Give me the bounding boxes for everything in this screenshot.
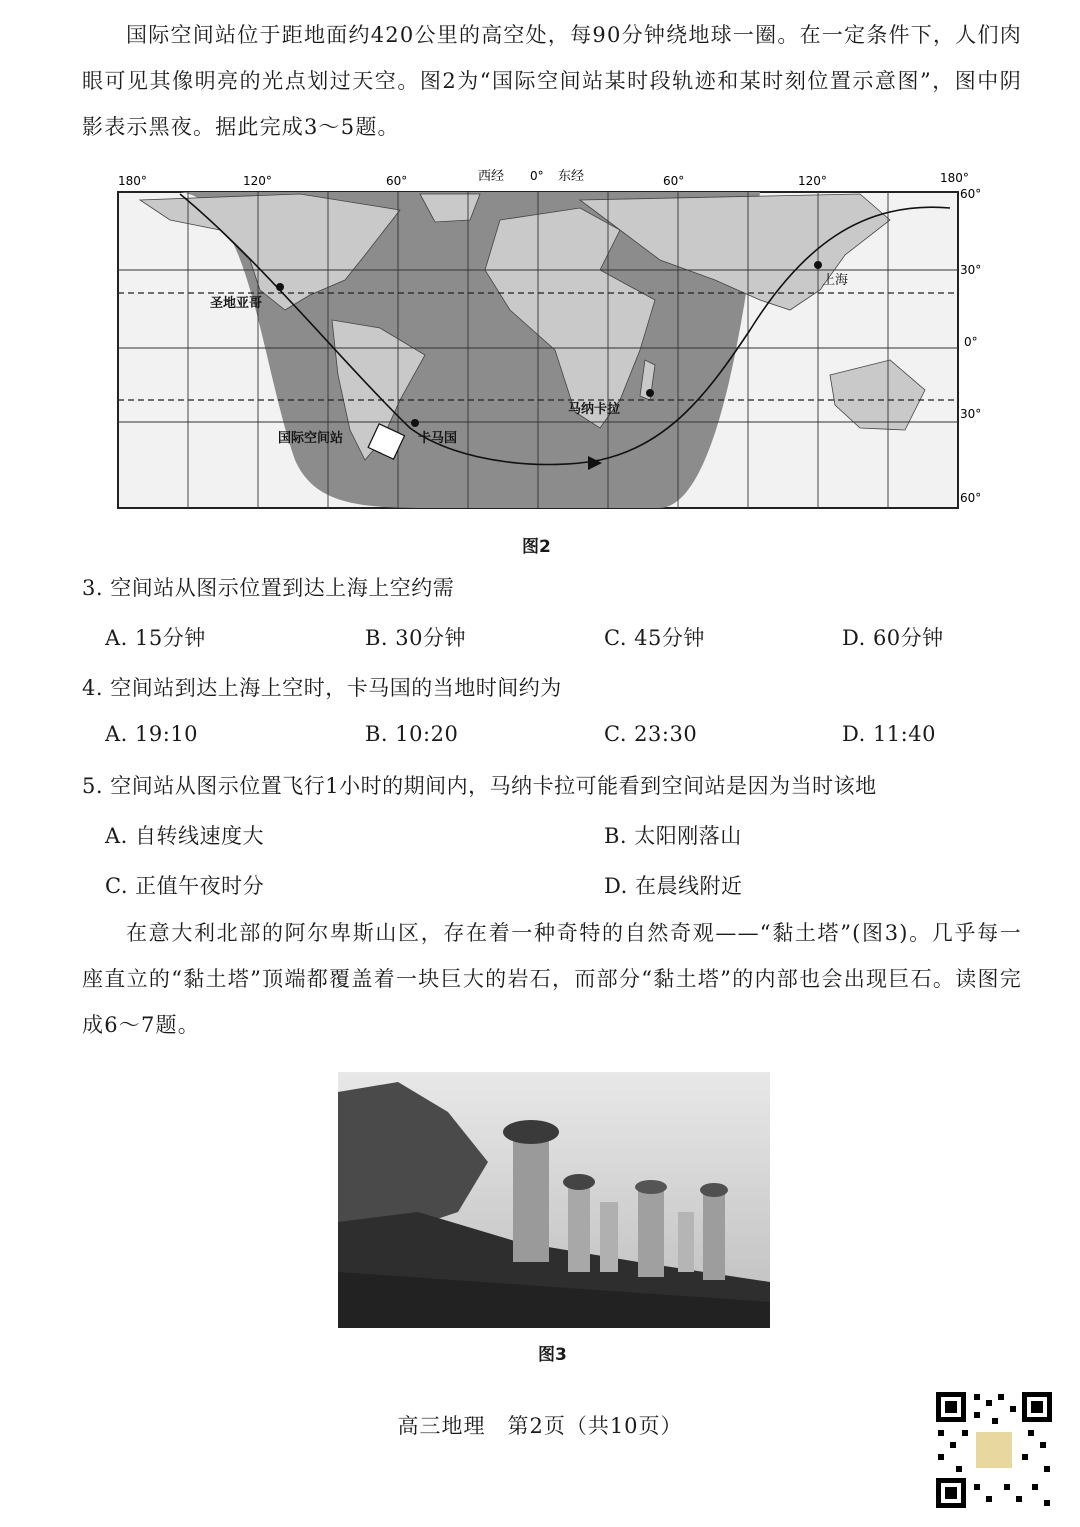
q3-option-a: A. 15分钟 [105,626,206,650]
question-3-stem: 3. 空间站从图示位置到达上海上空约需 [82,576,455,600]
earth-pillars-photo [338,1072,770,1328]
qr-code [932,1388,1056,1512]
q5-option-b: B. 太阳刚落山 [604,824,742,848]
manakara-label: 马纳卡拉 [568,402,621,417]
q4-option-c: C. 23:30 [604,722,698,746]
manakara-marker [646,389,654,397]
lon-label-180w: 180° [118,174,147,188]
fig2-caption: 图2 [522,537,551,557]
question-4-stem: 4. 空间站到达上海上空时，卡马国的当地时间约为 [82,676,562,700]
lon-label-east: 东经 [558,169,585,184]
lat-label-0: 0° [964,335,978,349]
q4-option-a: A. 19:10 [105,722,199,746]
fig3-caption: 图3 [538,1345,567,1365]
iss-orbit-map [100,160,980,510]
q4-option-d: D. 11:40 [842,722,936,746]
q3-option-c: C. 45分钟 [604,626,705,650]
q5-option-a: A. 自转线速度大 [105,824,265,848]
q3-option-d: D. 60分钟 [842,626,944,650]
lat-label-60n: 60° [960,187,980,201]
shanghai-marker [814,261,822,269]
san-diego-marker [276,283,284,291]
lat-label-60s: 60° [960,491,980,505]
kama-label: 卡马国 [418,431,458,446]
lon-label-west: 西经 [478,169,505,184]
shanghai-label: 上海 [822,273,849,288]
lon-label-0: 0° [530,169,544,183]
lon-label-180e: 180° [940,171,969,185]
q4-option-b: B. 10:20 [365,722,459,746]
iss-label: 国际空间站 [278,431,344,446]
q3-option-b: B. 30分钟 [365,626,467,650]
lon-label-60w: 60° [386,174,408,188]
san-diego-label: 圣地亚哥 [210,296,263,311]
lat-label-30n: 30° [960,263,980,277]
lon-label-120e: 120° [798,174,827,188]
q5-option-c: C. 正值午夜时分 [105,874,265,898]
intro-paragraph: 国际空间站位于距地面约420公里的高空处，每90分钟绕地球一圈。在一定条件下，人们肉眼可见其像明亮的光点划过天空。图2为“国际空间站某时段轨迹和某时刻位置示意图”，图中阴影表示黑夜。据此完成3～5题。 [82,23,1022,139]
lat-label-30s: 30° [960,407,980,421]
intro2-paragraph: 在意大利北部的阿尔卑斯山区，存在着一种奇特的自然奇观——“黏土塔”(图3)。几乎每一座直立的“黏土塔”顶端都覆盖着一块巨大的岩石，而部分“黏土塔”的内部也会出现巨石。读图完成6～7题。 [82,921,1022,1037]
kama-marker [411,419,419,427]
lon-label-60e: 60° [663,174,685,188]
question-5-stem: 5. 空间站从图示位置飞行1小时的期间内，马纳卡拉可能看到空间站是因为当时该地 [82,774,877,798]
page-footer: 高三地理 第2页（共10页） [397,1414,683,1438]
q5-option-d: D. 在晨线附近 [604,874,743,898]
lon-label-120w: 120° [243,174,272,188]
